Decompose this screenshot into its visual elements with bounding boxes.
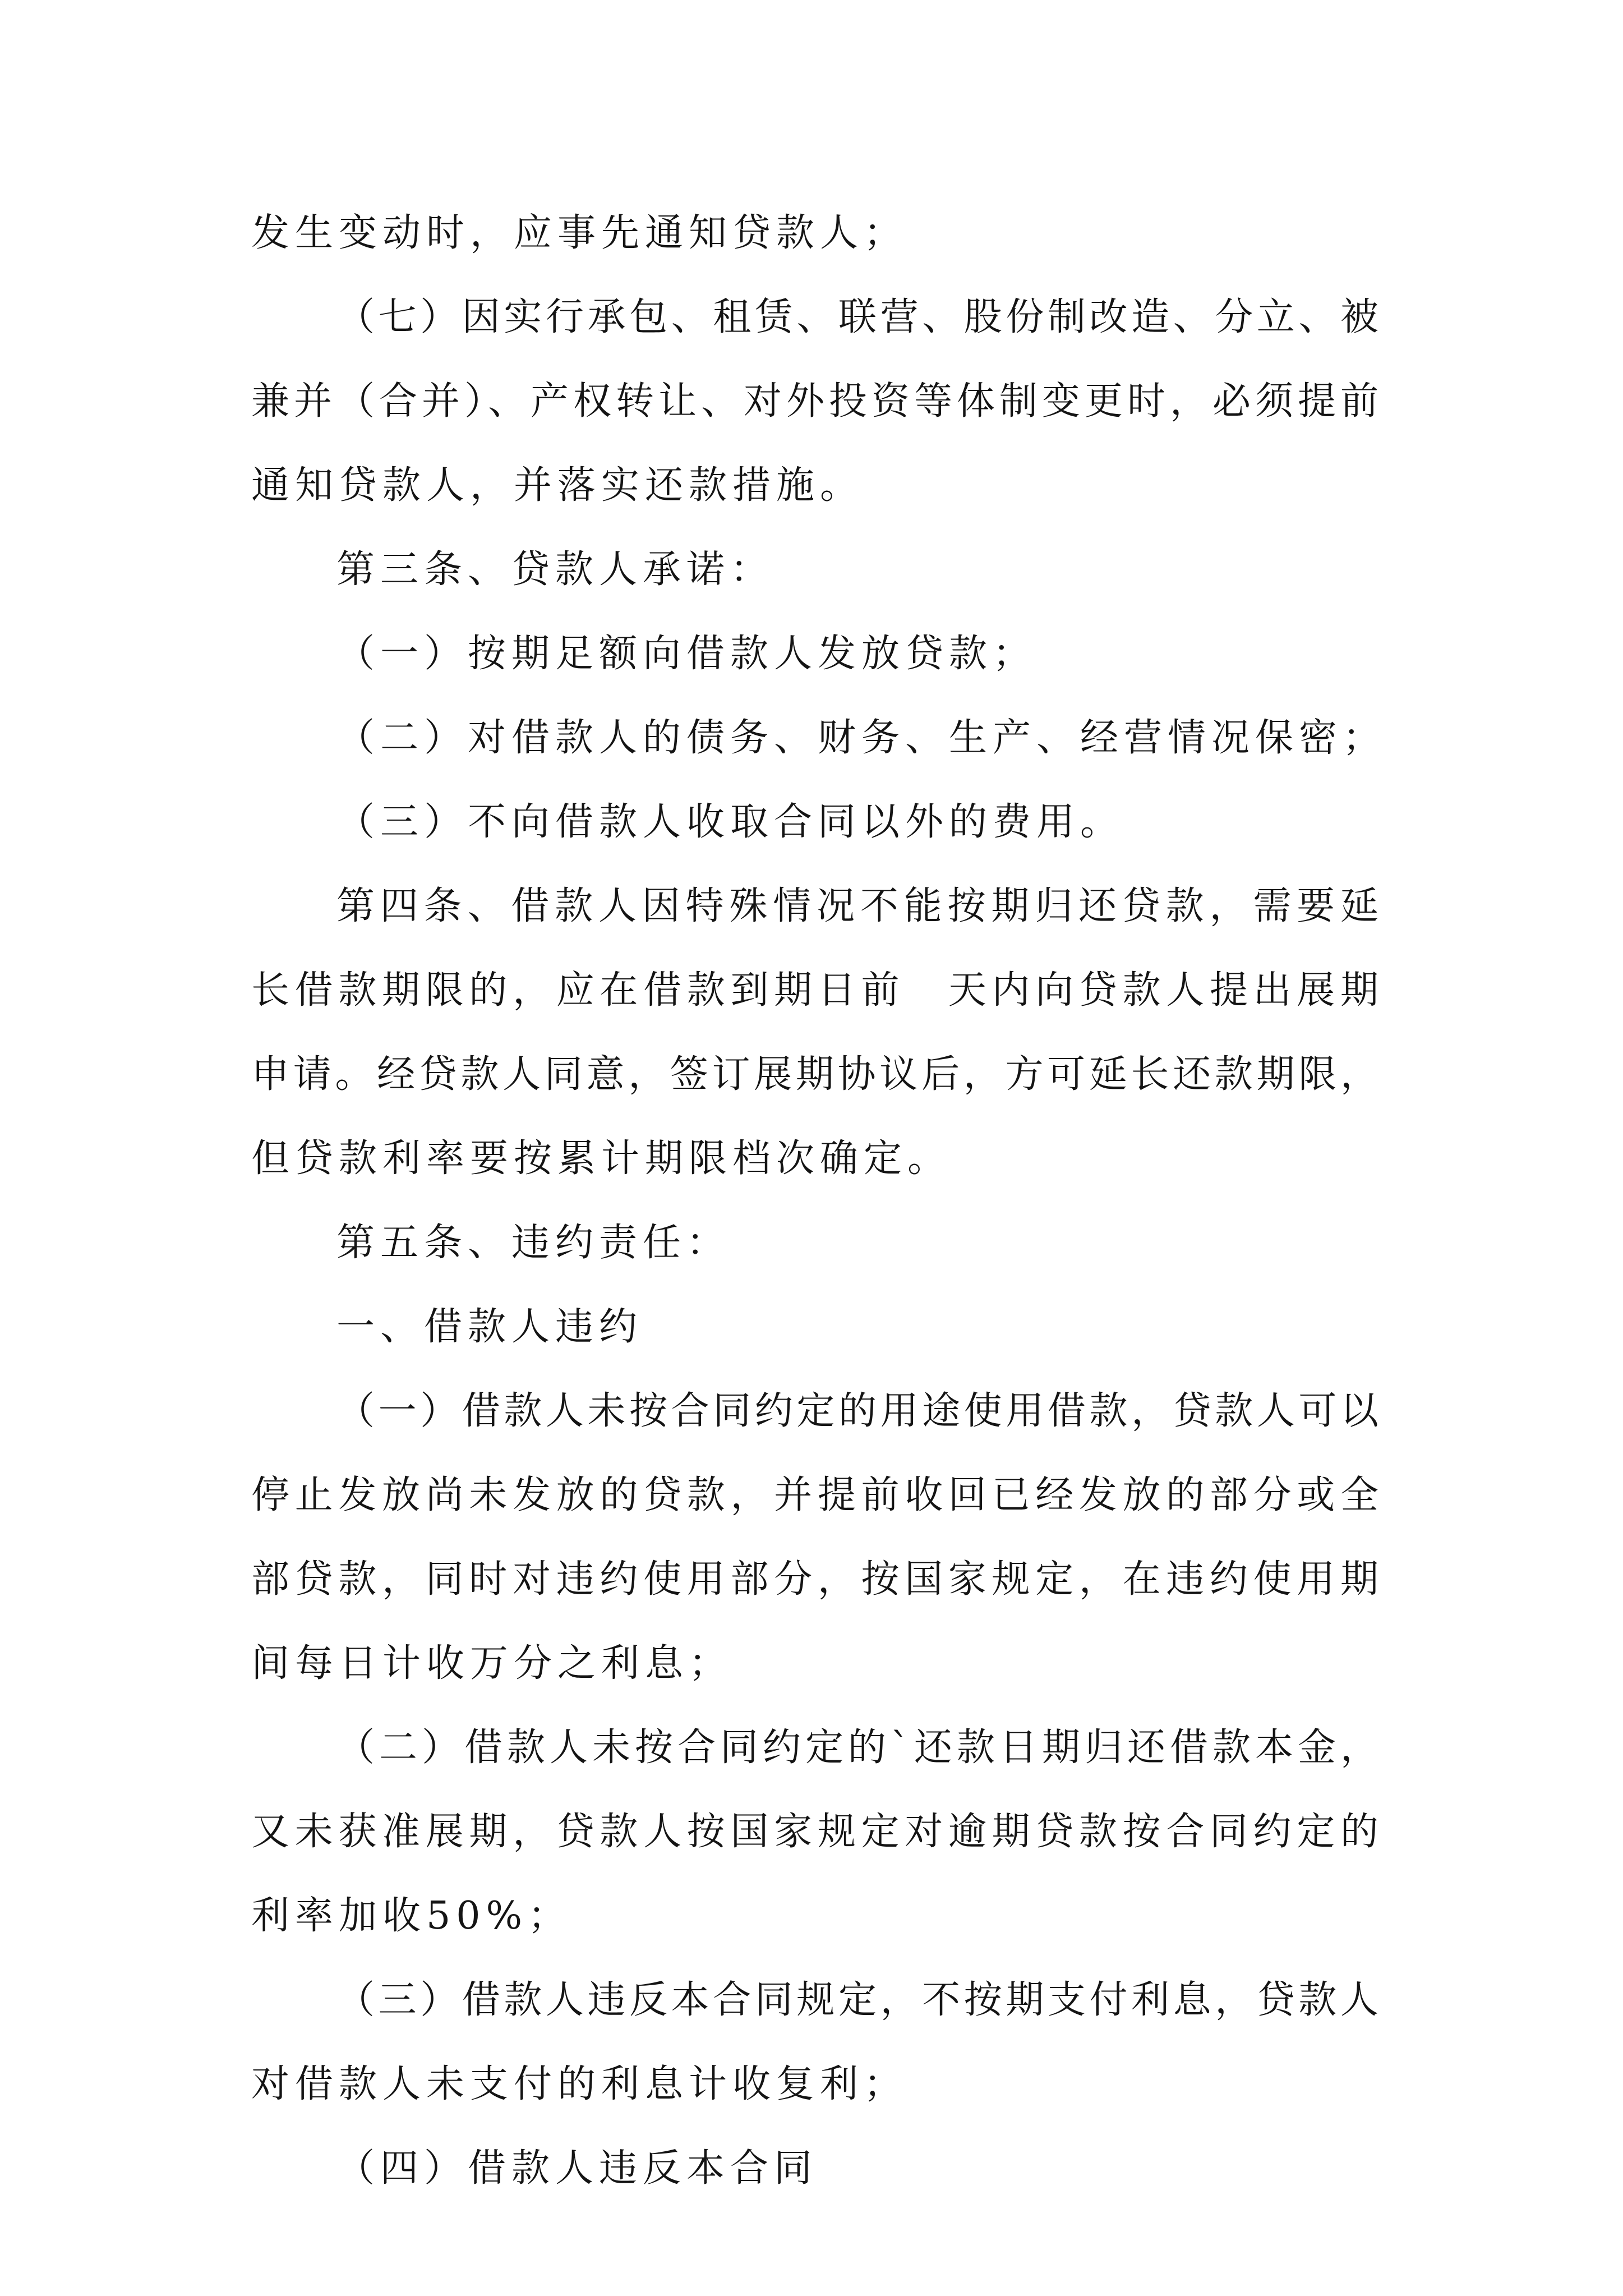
text-line: 第三条、贷款人承诺： bbox=[336, 547, 774, 592]
text-line: 通知贷款人，并落实还款措施。 bbox=[251, 463, 864, 508]
text-line: 停止发放尚未发放的贷款，并提前收回已经发放的部分或全 bbox=[251, 1473, 1378, 1517]
text-line: （三）不向借款人收取合同以外的费用。 bbox=[336, 800, 1124, 844]
text-line: 第五条、违约责任： bbox=[336, 1221, 731, 1265]
text-line: （三）借款人违反本合同规定，不按期支付利息，贷款人 bbox=[336, 1978, 1378, 2022]
text-line: 一、借款人违约 bbox=[336, 1305, 643, 1349]
text-line: （二）借款人未按合同约定的`还款日期归还借款本金， bbox=[336, 1726, 1378, 1770]
text-line: 又未获准展期，贷款人按国家规定对逾期贷款按合同约定的 bbox=[251, 1810, 1378, 1854]
text-line: （四）借款人违反本合同 bbox=[336, 2146, 818, 2191]
text-line: （一）借款人未按合同约定的用途使用借款，贷款人可以 bbox=[336, 1389, 1378, 1433]
text-line: 利率加收50%； bbox=[251, 1894, 572, 1938]
text-line: 部贷款，同时对违约使用部分，按国家规定，在违约使用期 bbox=[251, 1557, 1378, 1602]
text-line: （二）对借款人的债务、财务、生产、经营情况保密； bbox=[336, 716, 1387, 760]
text-line: 第四条、借款人因特殊情况不能按期归还贷款，需要延 bbox=[336, 884, 1378, 928]
text-line: 长借款期限的，应在借款到期日前 天内向贷款人提出展期 bbox=[251, 968, 1378, 1013]
text-line: 但贷款利率要按累计期限档次确定。 bbox=[251, 1137, 952, 1181]
text-line: 发生变动时，应事先通知贷款人； bbox=[251, 211, 908, 255]
text-line: 申请。经贷款人同意，签订展期协议后，方可延长还款期限， bbox=[251, 1052, 1378, 1097]
text-line: 间每日计收万分之利息； bbox=[251, 1641, 733, 1686]
text-line: （一）按期足额向借款人发放贷款； bbox=[336, 632, 1037, 676]
text-line: （七）因实行承包、租赁、联营、股份制改造、分立、被 bbox=[336, 295, 1378, 339]
text-line: 对借款人未支付的利息计收复利； bbox=[251, 2062, 908, 2106]
text-line: 兼并（合并）、产权转让、对外投资等体制变更时，必须提前 bbox=[251, 379, 1378, 424]
